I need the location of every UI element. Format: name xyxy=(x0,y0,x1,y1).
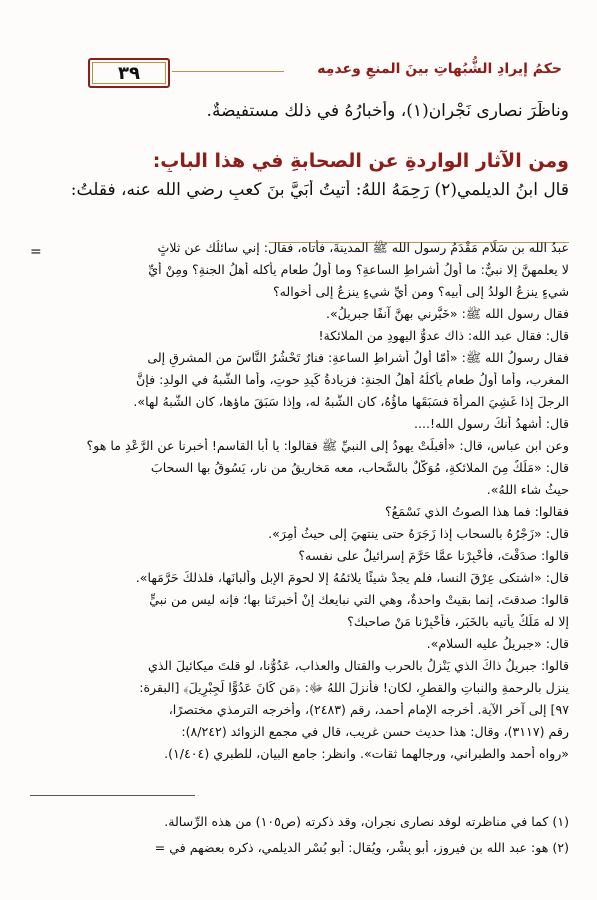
footnote-line: فقال رسول الله ﷺ: «خَبَّرني بهنَّ آنفًا جبريلُ». xyxy=(325,306,569,321)
footnote-line: المغربِ، وأما أولُ طعامٍ يأكلُهُ أهلُ الجنةِ: فزيادةُ كَبِدِ حوتٍ، وأما الشَّبهُ في الولدِ: فإنَّ xyxy=(135,372,569,387)
opening-line: وناظَرَ نصارى نَجْران(١)، وأخبارُهُ في ذلك مستفيضةٌ. xyxy=(206,101,569,121)
footnote-2: (٢) هو: عبد الله بن فيروز، أبو بِشْر، ويُقال: أبو بُسْر الديلمي، ذكره بعضهم في = xyxy=(154,840,569,855)
footnote-line: حيثُ شاء اللهُ». xyxy=(486,482,569,497)
footnote-line: رقم (٣١١٧)، وقال: هذا حديث حسن غريب، قال في مجمع الزوائد (٨/٢٤٢): xyxy=(181,724,569,739)
footnote-1: (١) كما في مناظرته لوفد نصارى نجران، وقد ذكرته (ص١٠٥) من هذه الرِّسالة. xyxy=(164,814,569,829)
footnote-line: قال: فقال عبد الله: ذاك عدوُّ اليهودِ من الملائكة! xyxy=(318,328,569,343)
footnote-line: فقال رسولُ الله ﷺ: «أمّا أولُ أشراطِ الساعةِ: فنارٌ تَحْشُرُ النَّاسَ من المشرقِ إلى xyxy=(147,350,569,365)
footnote-rule xyxy=(30,795,195,796)
footnote-line: قال: «جبريلُ عليه السلام». xyxy=(426,636,569,651)
footnote-line: لا يعلمهنَّ إلا نبيٌّ: ما أولُ أشراطِ الساعةِ؟ وما أولُ طعامٍ يأكله أهلُ الجنةِ؟ ومِنْ أيِّ xyxy=(148,262,569,277)
footnote-line: قال: أشهدُ أنكَ رسول الله!.... xyxy=(414,416,569,431)
footnote-line: إلا له مَلَكٌ يأتيه بالخَبَرِ، فأَخْبِرْنا مَنْ صاحبك؟ xyxy=(347,614,569,629)
footnote-line: قالوا: صدقتَ، إنما بقيتْ واحدةٌ، وهي التي نبايعك إنْ أخبرتَنا بها؛ فإنه ليس من نبيٍّ xyxy=(149,592,569,607)
footnote-line: قال: «زَجْرُهُ بالسحابِ إذا زَجَرَهُ حتى ينتهيَ إلى حيثُ أُمِرَ». xyxy=(268,526,569,541)
footnote-line: قالوا: صدَقْتَ، فأَخْبِرْنا عمَّا حَرَّمَ إسرائيلُ على نفسه؟ xyxy=(298,548,569,563)
section-heading: ومن الآثارِ الواردةِ عن الصحابةِ في هذا البابِ: xyxy=(152,150,569,172)
continuation-mark: = xyxy=(30,244,42,260)
footnote-line: الرجلَ إذا غَشِيَ المرأةَ فسَبَقَها ماؤُهُ، كان الشَّبهُ له، وإذا سَبَقَ ماؤها، كان الشَّبهُ لها». xyxy=(133,394,569,409)
footnote-line: قال: «مَلَكٌ مِنَ الملائكةِ، مُوَكَّلٌ بالسَّحابِ، معه مَخاريقُ من نارٍ، يَسُوقُ بها السحابَ xyxy=(150,460,569,475)
running-title: حكمُ إيرادِ الشُّبُهاتِ بينَ المنعِ وعدمِه xyxy=(317,61,562,77)
footnote-line: عبدُ الله بن سَلَام مَقْدَمُ رسول الله ﷺ المدينةَ، فأتاه، فقال: إني سائلُك عن ثلاثٍ xyxy=(157,240,569,255)
footnote-line: ينزل بالرحمةِ والنباتِ والقطرِ، لكان! فأنزلَ اللهُ ﷻ: ﴿مَن كَانَ عَدُوًّا لِّجِبْرِيلَ﴾ [البقرة: xyxy=(139,680,569,695)
footnote-line: فقالوا: فما هذا الصوتُ الذي نَسْمَعُ؟ xyxy=(384,504,569,519)
footnote-line: ٩٧] إلى آخر الآية. أخرجه الإمام أحمد، رقم (٢٤٨٣)، وأخرجه الترمذي مختصرًا، xyxy=(168,702,569,717)
page-number: ٣٩ xyxy=(88,58,170,88)
footnote-line: «رواه أحمد والطبراني، ورجالهما ثقات». وانظر: جامع البيان، للطبري (١/٤٠٤). xyxy=(164,746,569,761)
quote-line: قال ابنُ الديلمي(٢) رَحِمَهُ اللهُ: أتيتُ أُبَيَّ بنَ كعبٍ رضي الله عنه، فقلتُ: xyxy=(70,180,569,200)
footnote-line: وعن ابن عباس، قال: «أقبلَتْ يهودُ إلى النبيِّ ﷺ فقالوا: يا أبا القاسم! أخبرنا عن الرَّعْدِ ما هو؟ xyxy=(86,438,569,453)
footnote-line: قال: «اشتكى عِرْقَ النسا، فلم يجدْ شيئًا يلائمُهُ إلا لحومَ الإبلِ وألبانَها، فلذلكَ حَرَّمَها». xyxy=(135,570,569,585)
footnote-line: قالوا: جبريلُ ذاكَ الذي يَنْزِلُ بالحربِ والقتالِ والعذابِ، عَدُوُّنا، لو قلتَ ميكائيلَ الذي xyxy=(148,658,569,673)
footnote-line: شيءٍ ينزِعُ الولدُ إلى أبيه؟ ومن أيِّ شيءٍ ينزِعُ إلى أخواله؟ xyxy=(272,284,569,299)
page-header xyxy=(88,58,564,86)
header-rule xyxy=(172,71,284,72)
